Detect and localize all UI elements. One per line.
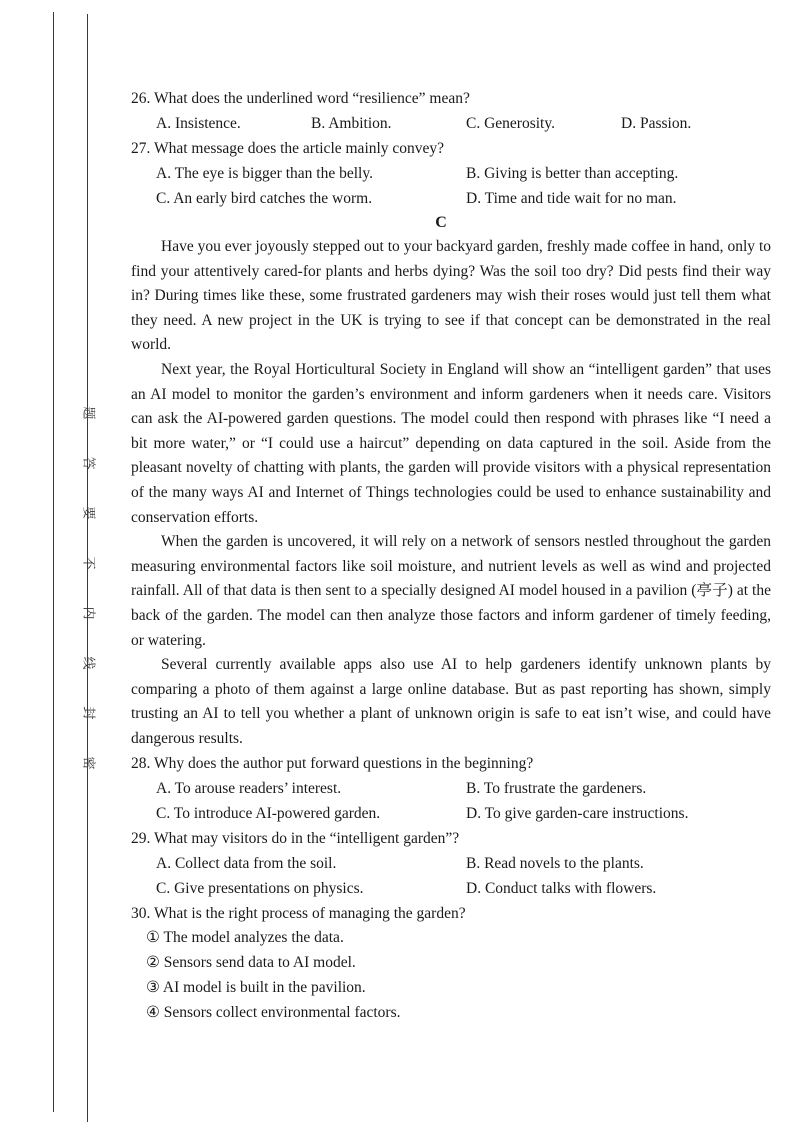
passage-paragraph: Next year, the Royal Horticultural Society in England will show an “intelligent garden” that uses an AI model to monitor the garden’s environment and inform gardeners when it needs care. Visitors can ask the AI-powered garden questions. The model could then respond with phrases like “I need a bit more water,” or “I could use a haircut” depending on data captured in the soil. Aside from the pleasant novelty of chatting with plants, the garden will provide visitors with a physical representation of the many ways AI and Internet of Things technologies could be used to enhance sustainability and conservation efforts. bbox=[131, 360, 771, 526]
question-26 bbox=[131, 86, 771, 136]
option-a: A. To arouse readers’ interest. bbox=[156, 780, 342, 798]
question-text: Why does the author put forward questions in the beginning? bbox=[153, 755, 534, 773]
passage-section-label: C bbox=[435, 214, 447, 231]
option-row bbox=[131, 851, 771, 876]
passage-paragraph: Several currently available apps also use AI to help gardeners identify unknown plants by comparing a photo of them against a large online database. But as past reporting has shown, simply trusting an AI to tell you whether a plant of unknown origin is safe to eat isn’t wise, and could have dangerous results. bbox=[131, 656, 771, 747]
seal-char: 答 bbox=[80, 456, 96, 470]
question-text: What is the right process of managing the garden? bbox=[153, 905, 466, 923]
seal-char: 密 bbox=[80, 756, 96, 770]
option-b: B. To frustrate the gardeners. bbox=[466, 780, 647, 798]
question-stem bbox=[131, 901, 771, 926]
option-row bbox=[131, 776, 771, 801]
question-stem bbox=[131, 826, 771, 851]
passage-paragraph: Have you ever joyously stepped out to your backyard garden, freshly made coffee in hand, only to find your attentively cared-for plants and herbs dying? Was the soil too dry? Did pests find their way in? During times like these, some frustrated gardeners may wish their roses would just tell them what they need. A new project in the UK is trying to see if that concept can be demonstrated in the real world. bbox=[131, 238, 771, 354]
question-number: 26. bbox=[131, 90, 151, 107]
option-d: D. To give garden-care instructions. bbox=[466, 805, 689, 823]
option-b: B. Ambition. bbox=[311, 115, 392, 132]
seal-char: 不 bbox=[80, 556, 96, 570]
question-stem bbox=[131, 136, 771, 161]
seal-char: 要 bbox=[80, 506, 96, 520]
option-row bbox=[131, 111, 771, 136]
option-b: B. Giving is better than accepting. bbox=[466, 165, 679, 182]
question-27 bbox=[131, 136, 771, 211]
option-c: C. An early bird catches the worm. bbox=[156, 190, 373, 207]
option-c: C. Generosity. bbox=[466, 115, 555, 132]
process-step-3: ③ AI model is built in the pavilion. bbox=[146, 979, 366, 997]
option-c: C. To introduce AI-powered garden. bbox=[156, 805, 381, 823]
option-a: A. Insistence. bbox=[156, 115, 241, 132]
option-b: B. Read novels to the plants. bbox=[466, 855, 644, 873]
question-29 bbox=[131, 826, 771, 901]
passage-paragraph: When the garden is uncovered, it will rely on a network of sensors nestled throughout the garden measuring environmental factors like soil moisture, and nutrient levels as well as wind and projected rainfall. All of that data is then sent to a specially designed AI model housed in a pavilion (亭子) at the back of the garden. The model can then analyze those factors and inform gardener of timely feeding, or watering. bbox=[131, 533, 771, 649]
process-step-1: ① The model analyzes the data. bbox=[146, 929, 344, 947]
option-d: D. Passion. bbox=[621, 115, 692, 132]
question-number: 28. bbox=[131, 755, 151, 773]
question-stem bbox=[131, 86, 771, 111]
option-c: C. Give presentations on physics. bbox=[156, 880, 364, 898]
option-a: A. Collect data from the soil. bbox=[156, 855, 337, 873]
question-text: What does the underlined word “resilience” mean? bbox=[153, 90, 470, 107]
question-number: 29. bbox=[131, 830, 151, 848]
option-row bbox=[131, 876, 771, 901]
seal-char: 题 bbox=[80, 406, 96, 420]
question-text: What may visitors do in the “intelligent garden”? bbox=[153, 830, 460, 848]
question-28 bbox=[131, 751, 771, 826]
option-a: A. The eye is bigger than the belly. bbox=[156, 165, 373, 182]
option-row bbox=[131, 801, 771, 826]
exam-page-content bbox=[131, 86, 771, 1026]
process-step-2: ② Sensors send data to AI model. bbox=[146, 954, 356, 972]
process-steps bbox=[131, 926, 771, 1025]
question-number: 27. bbox=[131, 140, 151, 157]
option-row bbox=[131, 186, 771, 211]
process-step-4: ④ Sensors collect environmental factors. bbox=[146, 1003, 401, 1021]
question-number: 30. bbox=[131, 905, 151, 923]
seal-char: 内 bbox=[80, 606, 96, 620]
passage-body bbox=[131, 235, 771, 751]
option-d: D. Time and tide wait for no man. bbox=[466, 190, 677, 207]
option-row bbox=[131, 161, 771, 186]
question-text: What message does the article mainly convey? bbox=[153, 140, 445, 157]
question-30 bbox=[131, 901, 771, 1025]
seal-char: 线 bbox=[80, 656, 96, 670]
option-d: D. Conduct talks with flowers. bbox=[466, 880, 657, 898]
seal-line-notice bbox=[62, 388, 96, 788]
seal-char: 封 bbox=[80, 706, 96, 720]
question-stem bbox=[131, 751, 771, 776]
